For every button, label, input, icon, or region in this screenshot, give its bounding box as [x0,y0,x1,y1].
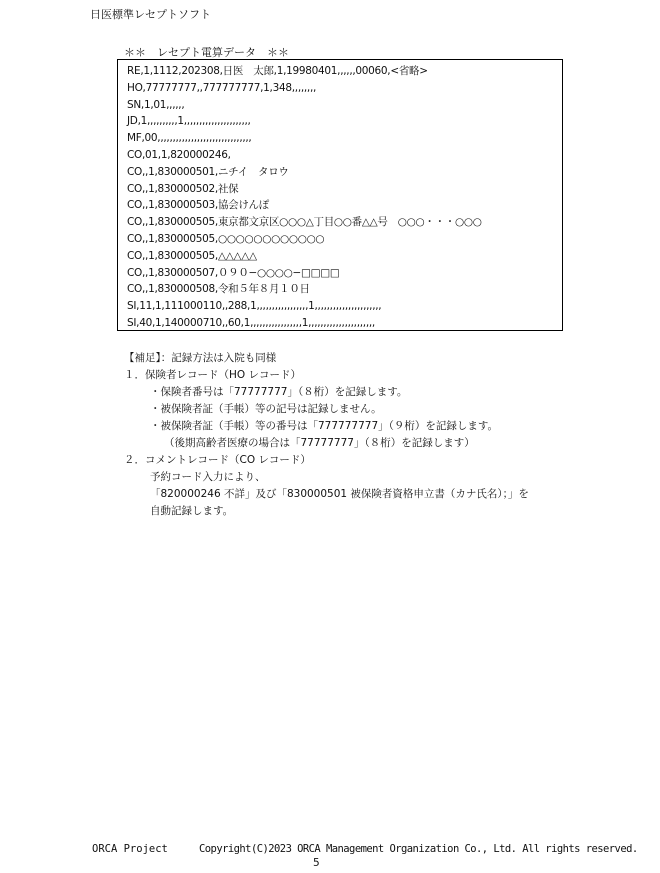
document-header-title: 日医標準レセプトソフト [90,8,211,21]
data-line-ho: HO,77777777,,777777777,1,348,,,,,,,, [127,81,317,94]
data-line-co: CO,,1,830000502,社保 [127,182,239,195]
data-line-co: CO,,1,830000505,△△△△△ [127,249,257,262]
footer-project: ORCA Project [92,843,168,855]
notes-subnote: （後期高齢者医療の場合は「77777777」（８桁）を記録します） [164,437,475,449]
notes-heading: 【補足】：記録方法は入院も同様 [124,352,277,364]
notes-bullet: ・被保険者証（手帳）等の記号は記録しません。 [150,403,382,415]
notes-bullet: ・被保険者証（手帳）等の番号は「777777777」（９桁）を記録します。 [150,420,499,432]
data-line-co: CO,01,1,820000246, [127,148,231,161]
data-line-re: RE,1,1112,202308,日医 太郎,1,19980401,,,,,,00060,<省略> [127,65,428,77]
notes-text: 予約コード入力により、 [150,471,266,483]
data-line-co: CO,,1,830000501,ニチイ タロウ [127,165,289,178]
data-line-jd: JD,1,,,,,,,,,,1,,,,,,,,,,,,,,,,,,,,,, [127,115,251,128]
data-line-mf: MF,00,,,,,,,,,,,,,,,,,,,,,,,,,,,,,,, [127,132,252,145]
data-line-co: CO,,1,830000505,東京都文京区○○○△丁目○○番△△号 ○○○・・・○○○ [127,216,482,229]
receipt-data-box [117,59,563,331]
notes-bullet: ・保険者番号は「77777777」（８桁）を記録します。 [150,386,408,398]
data-line-si: SI,11,1,111000110,,288,1,,,,,,,,,,,,,,,,,1,,,,,,,,,,,,,,,,,,,,,, [127,300,382,313]
page-number: 5 [313,857,320,869]
notes-text: 自動記録します。 [150,505,234,517]
notes-item-heading: ２．コメントレコード（CO レコード） [124,454,311,466]
data-line-co: CO,,1,830000505,○○○○○○○○○○○○ [127,232,325,245]
receipt-data-box-title: ＊＊ レセプト電算データ ＊＊ [124,46,289,59]
notes-text: 「820000246 不詳」及び「830000501 被保険者資格申立書（カナ氏名）；」を [150,488,529,500]
data-line-si: SI,40,1,140000710,,60,1,,,,,,,,,,,,,,,,,1,,,,,,,,,,,,,,,,,,,,,, [127,316,375,329]
data-line-co: CO,,1,830000503,協会けんぽ [127,199,269,212]
notes-item-heading: １．保険者レコード（HO レコード） [124,369,301,381]
footer-copyright: Copyright(C)2023 ORCA Management Organization Co., Ltd. All rights reserved. [199,843,638,855]
data-line-co: CO,,1,830000508,令和５年８月１０日 [127,283,310,296]
supplement-notes [124,350,529,520]
receipt-data-lines [127,63,482,332]
data-line-sn: SN,1,01,,,,,, [127,98,185,111]
data-line-co: CO,,1,830000507,０９０−○○○○−□□□□ [127,266,340,279]
